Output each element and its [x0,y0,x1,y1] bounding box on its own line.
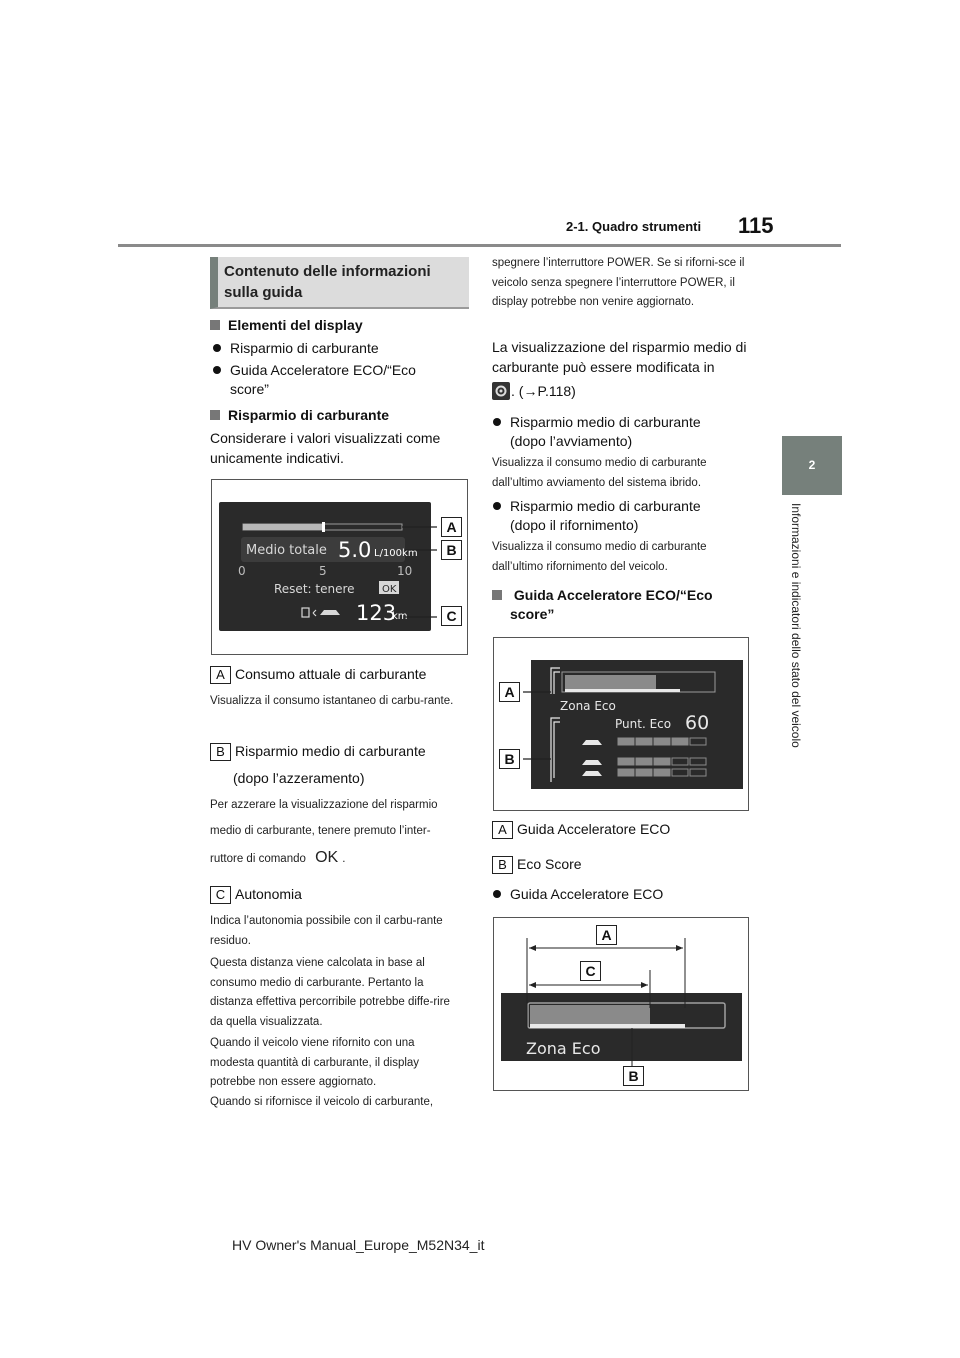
score-segment [636,769,652,776]
bullet-guida-eco-text: Guida Acceleratore ECO [510,886,664,902]
score-segment [618,769,634,776]
callout-a3: A [596,925,617,945]
chapter-title: Informazioni e indicatori dello stato del veicolo [789,503,803,748]
item-a-desc: Visualizza il consumo istantaneo di carbu-rante. [210,695,454,707]
zone-bar-line [530,1024,685,1028]
callout-b3: B [623,1066,644,1086]
item-c-title: Autonomia [235,886,302,902]
item-b-desc-2: medio di carburante, tenere premuto l’inter- [210,825,431,837]
score-segment [618,738,634,745]
score-segment [672,738,688,745]
callout-a2: A [499,682,520,702]
item-b-title-1: Risparmio medio di carburante [235,743,426,759]
item-c-desc-3: Quando il veicolo viene rifornito con una modesta quantità di carburante, il display potrebbe non essere aggiornato. [210,1037,420,1088]
score-segment [654,738,670,745]
label-a: A [210,666,231,684]
paragraph-cont: spegnere l’interruttore POWER. Se si riforni-sce il veicolo senza spegnere l’interruttore POWER, il display potrebbe non venire aggiornato. [492,257,745,308]
reset-text: Reset: tenere [274,582,355,596]
consumption-bar-fill [243,524,323,530]
bullet-risparmio [212,339,379,358]
medio-value: 5.0 [338,538,372,562]
item-a2-line [492,821,670,839]
eco-bar-line [565,689,680,692]
section-title: Contenuto delle informazioni sulla guida [224,263,431,301]
item-c-desc-4: Quando si rifornisce il veicolo di carburante, [210,1096,434,1108]
callout-b: B [441,540,462,560]
medio-unit: L/100km [374,548,418,559]
label-c: C [210,886,231,904]
score-segment [636,738,652,745]
item-b-title-2: (dopo l’azzeramento) [233,770,365,786]
visual-ref-line [492,382,576,400]
item-b-line [210,743,426,761]
bullet-avvio [492,413,750,451]
tick-10: 10 [397,564,413,578]
item-a2-title: Guida Acceleratore ECO [517,821,671,837]
score-segment [618,758,634,765]
item-c-desc-1: Indica l’autonomia possibile con il carbu-rante residuo. [210,915,443,947]
label-b: B [210,743,231,761]
consumption-bar-marker [322,522,325,532]
section-title-box [210,257,469,309]
bullet-rif-2: (dopo il rifornimento) [510,517,639,533]
bullet-guida [212,361,450,399]
heading-risparmio-text: Risparmio di carburante [228,407,390,423]
bullet-guida-eco [492,885,663,904]
callout-a: A [441,517,462,537]
item-a-line [210,666,426,684]
heading-guida-eco [492,586,713,624]
score-segment [654,758,670,765]
zona-eco-label: Zona Eco [560,699,616,713]
zone-bar-fill [530,1005,650,1026]
heading-elementi [210,317,363,333]
desc-rifornimento: Visualizza il consumo medio di carburante dall’ultimo rifornimento del veicolo. [492,541,707,573]
bullet-avvio-1: Risparmio medio di carburante [510,414,701,430]
item-b-desc-3-line [210,848,345,870]
heading-guida-1: Guida Acceleratore ECO/“Eco [513,587,713,603]
tick-5: 5 [319,564,327,578]
desc-avvio: Visualizza il consumo medio di carburante dall’ultimo avviamento del sistema ibrido. [492,457,707,489]
bullet-guida-text: Guida Acceleratore ECO/“Eco score” [230,362,416,397]
score-segment [654,769,670,776]
heading-guida-2: score” [510,606,555,622]
item-b2-title: Eco Score [517,856,582,872]
range-value: 123 [356,601,397,625]
paragraph-considerare: Considerare i valori visualizzati come unicamente indicativi. [210,430,441,466]
eco-zone-svg [494,918,748,1090]
item-b-desc-3: ruttore di comando [210,853,306,865]
eco-score-svg [494,638,748,810]
chapter-number: 2 [808,458,816,472]
figure-fuel-display [211,479,468,655]
bullet-rif-1: Risparmio medio di carburante [510,498,701,514]
page-number: 115 [738,213,774,238]
figure-eco-zone [493,917,749,1091]
score-segment [636,758,652,765]
settings-gear-icon [492,382,510,400]
item-b2-line [492,856,582,874]
item-b-desc-1: Per azzerare la visualizzazione del risparmio [210,799,438,811]
bullet-avvio-2: (dopo l’avviamento) [510,433,633,449]
callout-c: C [441,606,462,626]
callout-c3: C [580,961,601,981]
tick-0: 0 [238,564,246,578]
item-b-desc-4: . [342,853,346,865]
bullet-risparmio-text: Risparmio di carburante [230,340,379,356]
item-a-title: Consumo attuale di carburante [235,666,427,682]
footer: HV Owner's Manual_Europe_M52N34_it [232,1237,485,1253]
item-c-line [210,886,302,904]
fuel-display-svg [212,480,467,654]
label-a2: A [492,821,513,839]
bullet-rifornimento [492,497,750,535]
header-rule [118,244,841,247]
callout-b2: B [499,749,520,769]
paragraph-visual: La visualizzazione del risparmio medio di carburante può essere modificata in [492,339,747,375]
medio-label: Medio totale [246,543,327,558]
eco-score-value: 60 [685,712,710,734]
zona-eco-label-2: Zona Eco [526,1039,601,1058]
item-c-desc-2: Questa distanza viene calcolata in base al consumo medio di carburante. Pertanto la distanza effettiva percorribile potrebbe diffe-rire da quella visualizzata. [210,957,450,1028]
ok-badge: OK [382,584,397,595]
heading-risparmio [210,407,389,423]
label-b2: B [492,856,513,874]
range-unit: km [392,611,408,622]
heading-elementi-text: Elementi del display [228,317,363,333]
figure-eco-score [493,637,749,811]
punt-eco-label: Punt. Eco [615,717,672,731]
chapter-tab [782,436,842,495]
visual-ref-text: . (→P.118) [511,383,576,399]
section-header: 2-1. Quadro strumenti [566,219,702,234]
eco-bar-fill [565,675,656,689]
ok-glyph: OK [315,849,339,866]
